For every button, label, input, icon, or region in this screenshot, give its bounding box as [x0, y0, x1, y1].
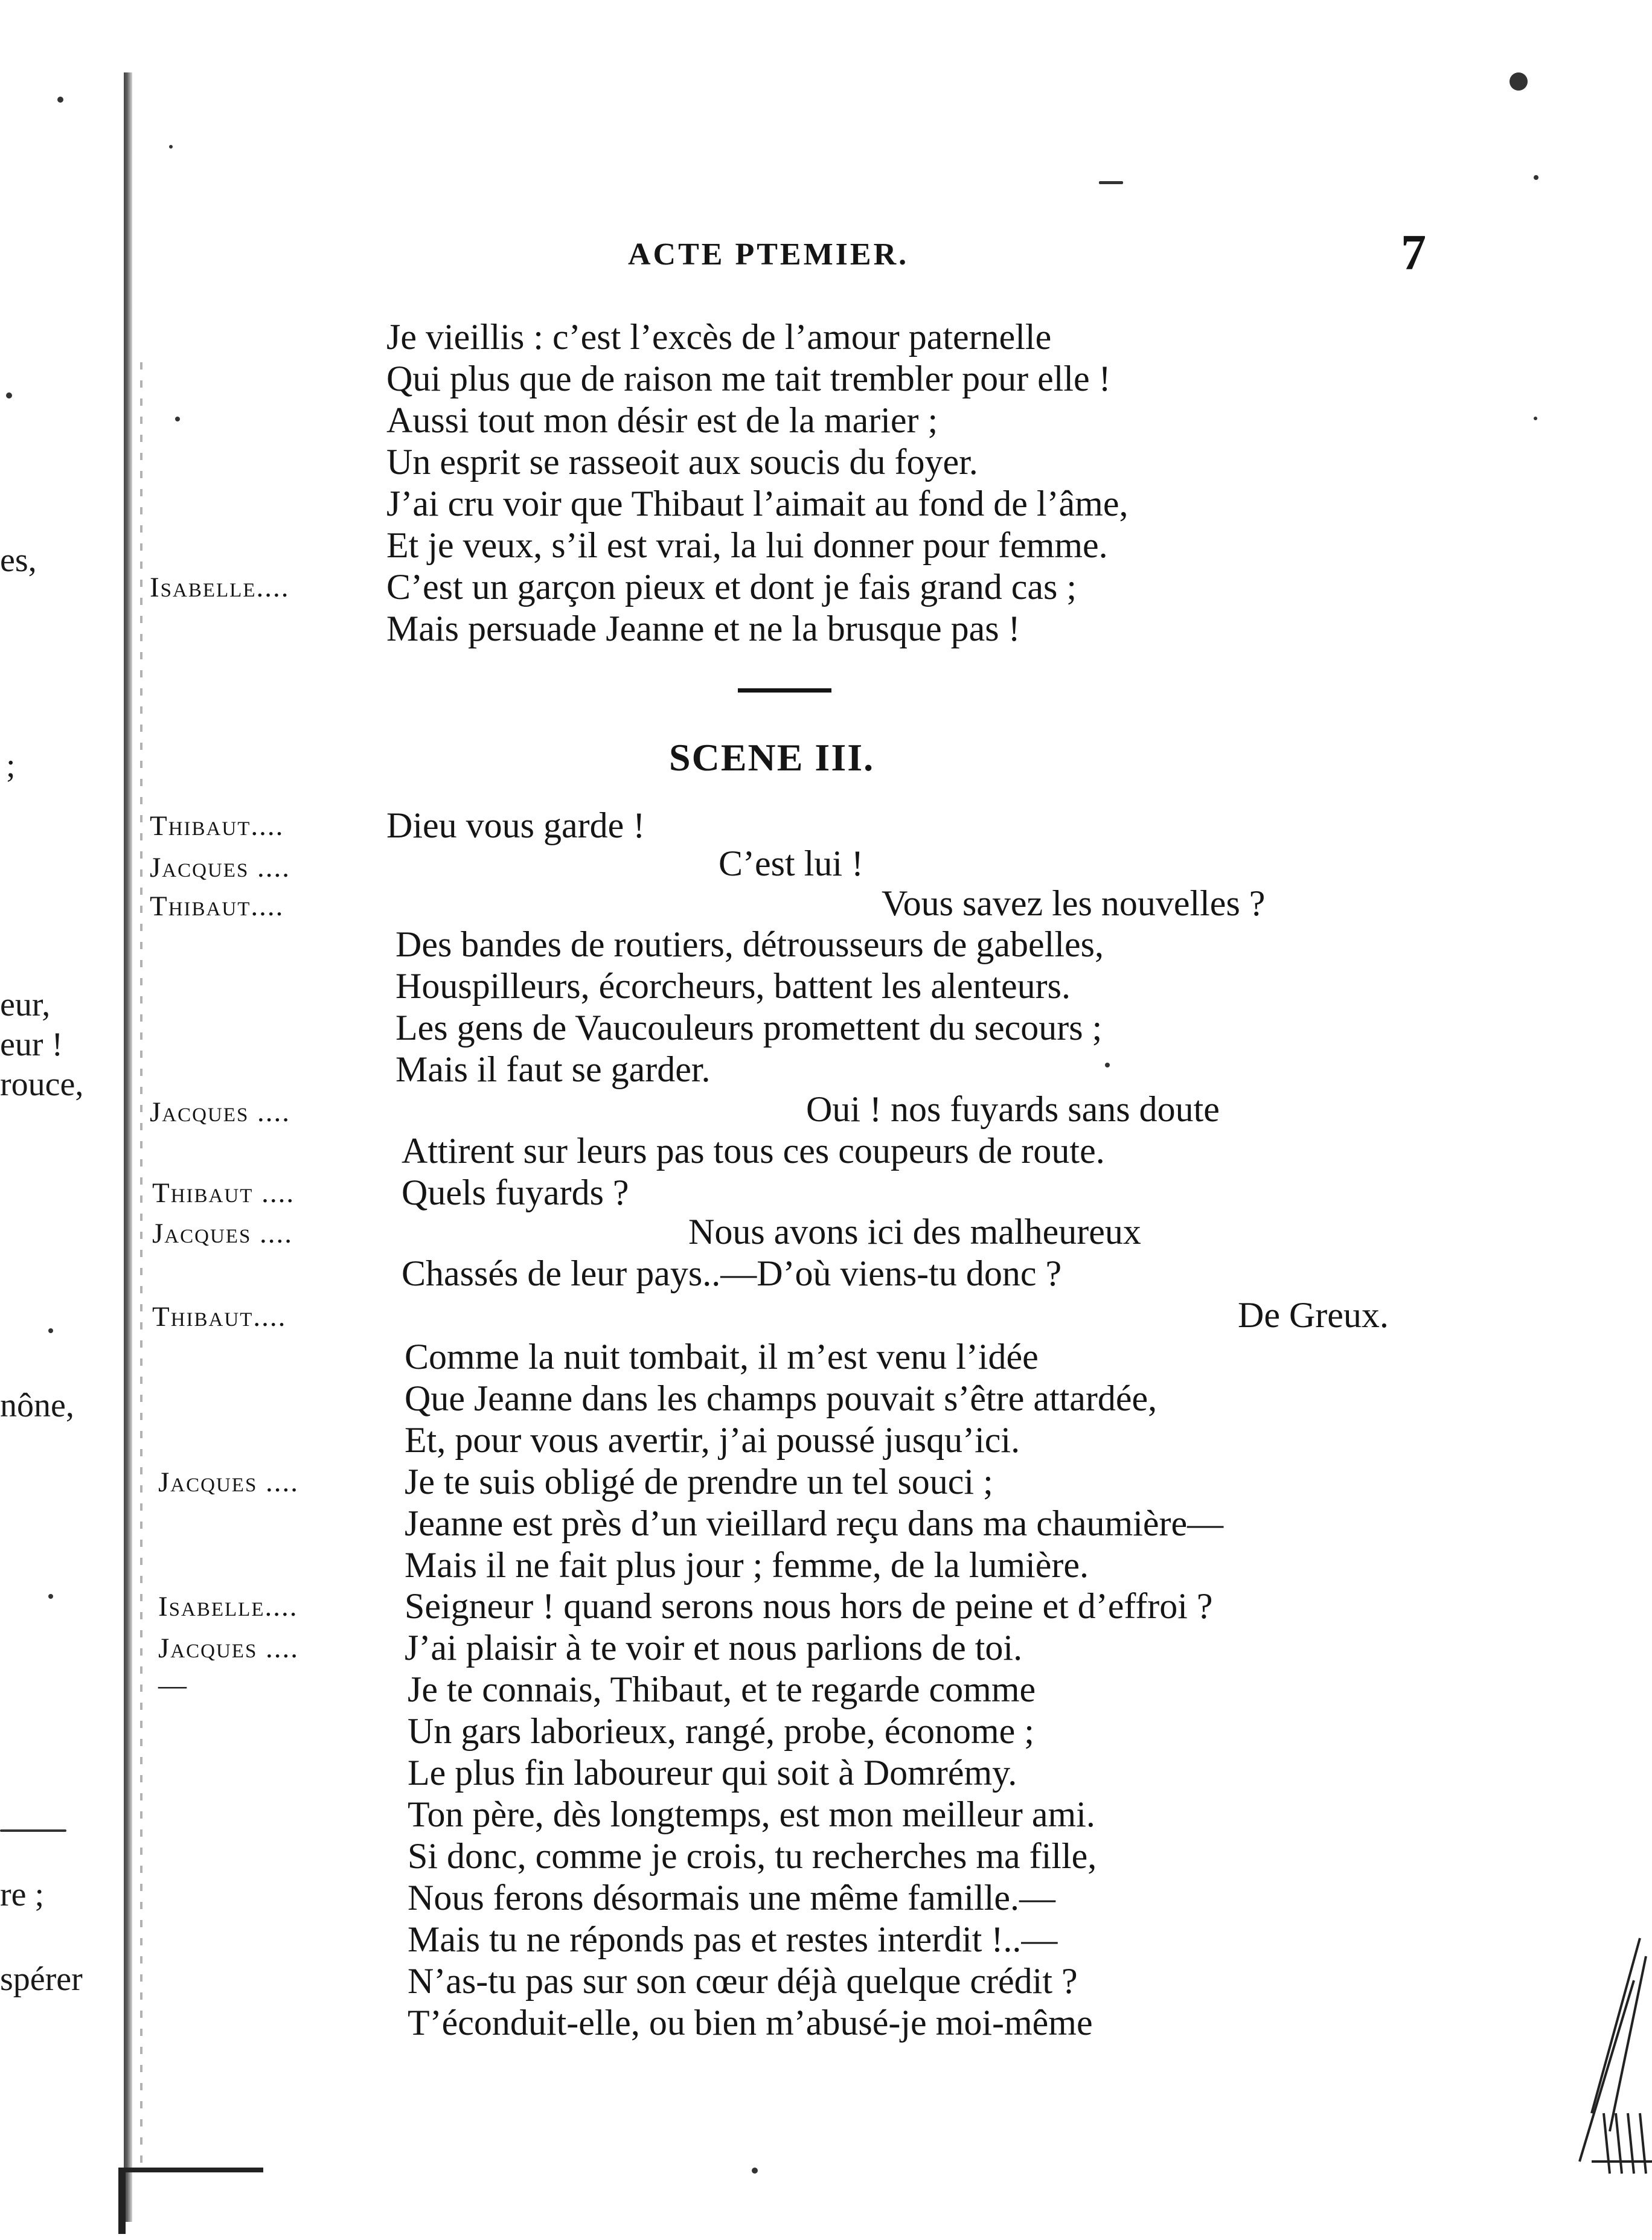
- verse-line: Jeanne est près d’un vieillard reçu dans ma chaumière—: [405, 1503, 1224, 1543]
- speaker-name: Jacques ....: [150, 1096, 291, 1128]
- speaker-name: Thibaut ....: [152, 1177, 295, 1209]
- verse-line: Houspilleurs, écorcheurs, battent les alenteurs.: [395, 966, 1071, 1006]
- ink-speck: [1534, 417, 1537, 420]
- verse-line: Un gars laborieux, rangé, probe, économe ;: [408, 1711, 1034, 1751]
- speaker-name: Jacques ....: [158, 1633, 299, 1664]
- verse-line: Je te suis obligé de prendre un tel souci ;: [405, 1462, 993, 1502]
- ink-speck: [57, 97, 63, 103]
- speaker-name: Thibaut....: [152, 1301, 287, 1333]
- facing-page-fragment: ;: [6, 747, 16, 784]
- facing-page-fragment: eur,: [0, 986, 51, 1023]
- verse-line: Si donc, comme je crois, tu recherches ma fille,: [408, 1836, 1097, 1876]
- page-corner-mark-vertical: [118, 2168, 126, 2234]
- facing-page-fragment: re ;: [0, 1876, 45, 1913]
- verse-line: Et, pour vous avertir, j’ai poussé jusqu’ici.: [405, 1420, 1020, 1460]
- ink-speck: [6, 392, 12, 398]
- ink-speck: [48, 1328, 53, 1333]
- facing-page-fragment: eur !: [0, 1026, 63, 1063]
- speaker-name: Jacques ....: [150, 852, 291, 883]
- verse-line: Les gens de Vaucouleurs promettent du secours ;: [395, 1008, 1103, 1048]
- ink-speck: [752, 2168, 758, 2174]
- verse-line: C’est lui !: [719, 843, 863, 883]
- speaker-name: Jacques ....: [152, 1218, 293, 1249]
- verse-line: Mais il faut se garder.: [395, 1049, 711, 1089]
- ink-speck: [48, 1594, 53, 1599]
- facing-page-fragment: spérer: [0, 1960, 83, 1998]
- facing-page-fragment: nône,: [0, 1387, 74, 1424]
- verse-line: Un esprit se rasseoit aux soucis du foyer.: [386, 442, 978, 482]
- binding-gutter: [124, 72, 132, 2222]
- ink-speck: [169, 145, 173, 149]
- verse-line: Quels fuyards ?: [402, 1173, 629, 1212]
- verse-line: Je vieillis : c’est l’excès de l’amour paternelle: [386, 317, 1052, 357]
- verse-line: J’ai cru voir que Thibaut l’aimait au fond de l’âme,: [386, 484, 1129, 523]
- verse-line: Comme la nuit tombait, il m’est venu l’idée: [405, 1337, 1039, 1377]
- verse-line: Chassés de leur pays..—D’où viens-tu donc ?: [402, 1253, 1062, 1293]
- verse-line: Attirent sur leurs pas tous ces coupeurs de route.: [402, 1131, 1105, 1171]
- speaker-dash: —: [158, 1669, 188, 1701]
- verse-line: Seigneur ! quand serons nous hors de peine et d’effroi ?: [405, 1586, 1213, 1626]
- corner-mark: [1510, 72, 1528, 91]
- verse-line: Que Jeanne dans les champs pouvait s’être attardée,: [405, 1378, 1157, 1418]
- verse-line: J’ai plaisir à te voir et nous parlions de toi.: [405, 1628, 1023, 1668]
- verse-line: Vous savez les nouvelles ?: [882, 883, 1266, 923]
- ink-speck: [1105, 1063, 1110, 1067]
- ink-stroke: [0, 1829, 66, 1832]
- scene-title: SCENE III.: [669, 736, 875, 779]
- verse-line: N’as-tu pas sur son cœur déjà quelque crédit ?: [408, 1961, 1078, 2001]
- verse-line: T’éconduit-elle, ou bien m’abusé-je moi-même: [408, 2003, 1093, 2043]
- verse-line: De Greux.: [1238, 1295, 1389, 1335]
- gutter-shadow: [140, 362, 142, 2174]
- verse-line: Mais persuade Jeanne et ne la brusque pas !: [386, 609, 1020, 648]
- speaker-name: Isabelle....: [158, 1591, 298, 1622]
- speaker-name: Isabelle....: [150, 572, 290, 603]
- facing-page-fragment: rouce,: [0, 1066, 84, 1103]
- scene-rule: [738, 688, 831, 693]
- verse-line: Nous avons ici des malheureux: [688, 1212, 1141, 1252]
- facing-page-fragment: es,: [0, 542, 37, 579]
- verse-line: Mais tu ne réponds pas et restes interdit !..—: [408, 1919, 1058, 1959]
- page-corner-mark: [118, 2168, 263, 2172]
- verse-line: Je te connais, Thibaut, et te regarde comme: [408, 1669, 1036, 1709]
- ink-speck: [175, 417, 180, 421]
- verse-line: Le plus fin laboureur qui soit à Domrémy.: [408, 1753, 1017, 1793]
- speaker-name: Jacques ....: [158, 1467, 299, 1498]
- verse-line: Nous ferons désormais une même famille.—: [408, 1878, 1056, 1918]
- page-number: 7: [1401, 225, 1426, 281]
- verse-line: Oui ! nos fuyards sans doute: [806, 1089, 1220, 1129]
- speaker-name: Thibaut....: [150, 891, 284, 922]
- margin-scribble: [1519, 1932, 1652, 2186]
- running-title: ACTE PTEMIER.: [628, 237, 909, 272]
- verse-line: Ton père, dès longtemps, est mon meilleur ami.: [408, 1794, 1095, 1834]
- ink-stroke: [1099, 181, 1123, 184]
- verse-line: C’est un garçon pieux et dont je fais grand cas ;: [386, 567, 1077, 607]
- speaker-name: Thibaut....: [150, 810, 284, 842]
- ink-speck: [1534, 175, 1538, 180]
- verse-line: Dieu vous garde !: [386, 805, 645, 845]
- verse-line: Des bandes de routiers, détrousseurs de gabelles,: [395, 924, 1104, 964]
- verse-line: Mais il ne fait plus jour ; femme, de la lumière.: [405, 1545, 1089, 1585]
- verse-line: Et je veux, s’il est vrai, la lui donner pour femme.: [386, 525, 1108, 565]
- verse-line: Aussi tout mon désir est de la marier ;: [386, 400, 938, 440]
- verse-line: Qui plus que de raison me tait trembler pour elle !: [386, 359, 1111, 398]
